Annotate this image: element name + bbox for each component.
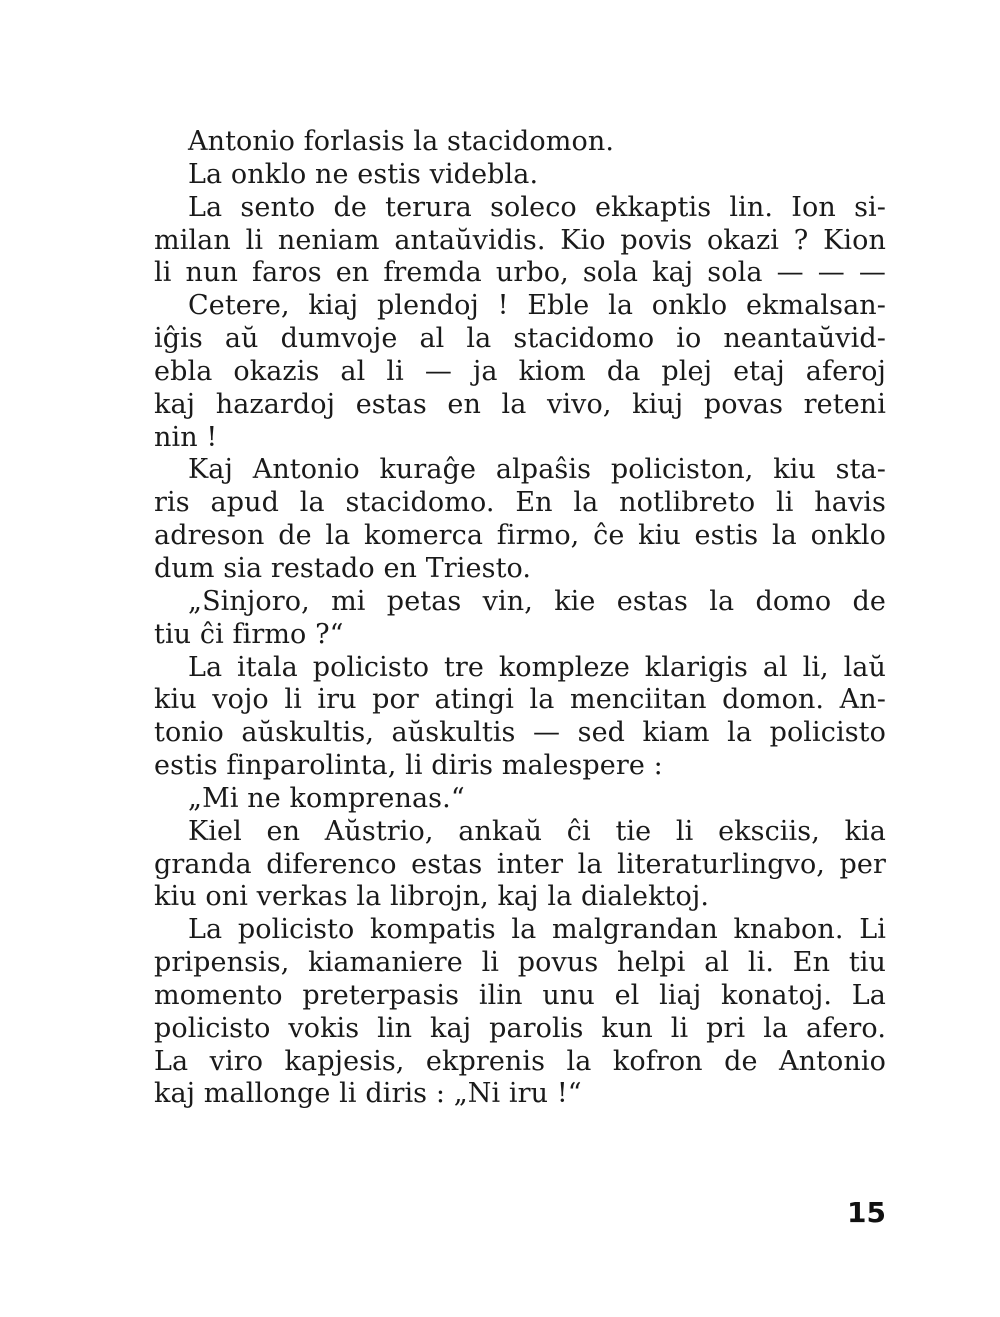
text-line: La sento de terura soleco ekkaptis lin. Ion si- <box>188 191 886 223</box>
text-line: milan li neniam antaŭvidis. Kio povis okazi ? Kion <box>154 224 886 256</box>
text-line: kaj hazardoj estas en la vivo, kiuj povas reteni <box>154 388 886 420</box>
text-line: momento preterpasis ilin unu el liaj konatoj. La <box>154 979 886 1011</box>
text-line: Antonio forlasis la stacidomon. <box>188 126 615 157</box>
page-number: 15 <box>847 1196 886 1229</box>
text-line: policisto vokis lin kaj parolis kun li pri la afero. <box>154 1012 886 1044</box>
text-line: La onklo ne estis videbla. <box>188 158 539 190</box>
text-line: Kaj Antonio kuraĝe alpaŝis policiston, kiu sta- <box>188 454 886 486</box>
text-line: Cetere, kiaj plendoj ! Eble la onklo ekmalsan- <box>188 290 886 322</box>
text-line: tonio aŭskultis, aŭskultis — sed kiam la policisto <box>154 717 886 749</box>
text-line: kaj mallonge li diris : „Ni iru !“ <box>154 1078 582 1110</box>
text-line: La viro kapjesis, ekprenis la kofron de Antonio <box>154 1045 886 1077</box>
text-line: tiu ĉi firmo ?“ <box>154 618 344 650</box>
text-line: „Mi ne komprenas.“ <box>188 782 465 814</box>
text-line: ebla okazis al li — ja kiom da plej etaj aferoj <box>154 355 886 387</box>
text-line: li nun faros en fremda urbo, sola kaj sola — — — <box>154 257 886 289</box>
text-line: ris apud la stacidomo. En la notlibreto li havis <box>154 487 886 519</box>
text-line: Kiel en Aŭstrio, ankaŭ ĉi tie li eksciis, kia <box>188 815 886 847</box>
text-line: iĝis aŭ dumvoje al la stacidomo io neantaŭvid- <box>154 323 886 355</box>
text-line: nin ! <box>154 421 218 453</box>
text-line: pripensis, kiamaniere li povus helpi al li. En tiu <box>154 947 886 979</box>
text-line: La policisto kompatis la malgrandan knabon. Li <box>188 914 886 946</box>
text-line: „Sinjoro, mi petas vin, kie estas la domo de <box>188 585 886 617</box>
body-text <box>154 126 886 1111</box>
text-line: dum sia restado en Triesto. <box>154 552 532 584</box>
text-line: kiu oni verkas la librojn, kaj la dialektoj. <box>154 881 709 913</box>
text-line: adreson de la komerca firmo, ĉe kiu estis la onklo <box>154 520 886 552</box>
text-line: La itala policisto tre kompleze klarigis al li, laŭ <box>188 651 886 683</box>
text-line: granda diferenco estas inter la literaturlingvo, per <box>154 848 886 880</box>
text-line: kiu vojo li iru por atingi la menciitan domon. An- <box>154 684 886 716</box>
text-line: estis finparolinta, li diris malespere : <box>154 750 663 782</box>
